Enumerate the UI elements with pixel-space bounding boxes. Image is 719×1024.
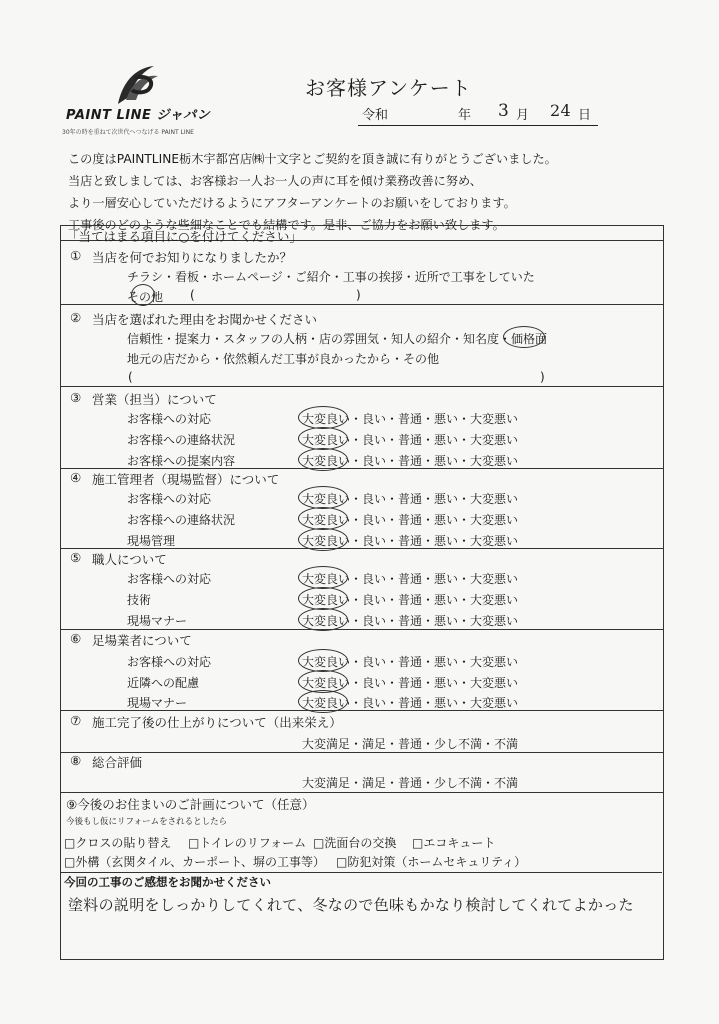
- q2-title: 当店を選ばれた理由をお聞かせください: [92, 312, 318, 327]
- checkbox-security[interactable]: □防犯対策（ホームセキュリティ）: [336, 855, 527, 869]
- q5-rating-2: 大変良い・良い・普通・悪い・大変悪い: [302, 593, 519, 607]
- checkbox-ecocute[interactable]: □エコキュート: [412, 836, 496, 850]
- divider: [60, 548, 664, 549]
- q2-number: ②: [70, 310, 82, 325]
- q9-subtitle: 今後もし仮にリフォームをされるとしたら: [66, 817, 228, 827]
- checkbox-exterior[interactable]: □外構（玄関タイル、カーポート、塀の工事等）: [64, 855, 326, 869]
- q4-item-2: お客様への連絡状況: [127, 513, 236, 527]
- q6-item-1: お客様への対応: [127, 655, 212, 669]
- logo-tagline: 30年の時を重ねて次世代へつなげる PAINT LINE: [62, 129, 194, 136]
- q7-scale: 大変満足・満足・普通・少し不満・不満: [302, 737, 519, 751]
- q4-answer-circle-1: [298, 486, 348, 509]
- q3-item-3: お客様への提案内容: [127, 454, 236, 468]
- intro-line-1: この度はPAINTLINE栃木宇都宮店㈱十文字とご契約を頂き誠に有りがとうございました。: [68, 152, 557, 166]
- month-unit: 月: [516, 108, 530, 123]
- divider: [60, 304, 664, 305]
- divider: [60, 629, 664, 630]
- q4-rating-3: 大変良い・良い・普通・悪い・大変悪い: [302, 534, 519, 548]
- divider: [60, 386, 664, 387]
- q5-answer-circle-1: [298, 566, 348, 589]
- q2-paren-close: ): [540, 370, 545, 384]
- q6-rating-1: 大変良い・良い・普通・悪い・大変悪い: [302, 655, 519, 669]
- q5-item-1: お客様への対応: [127, 572, 212, 586]
- q2-options-2: 地元の店だから・依然頼んだ工事が良かったから・その他: [127, 352, 440, 366]
- divider: [60, 752, 664, 753]
- q5-title: 職人について: [92, 552, 167, 567]
- logo-name: PAINT LINE ジャパン: [66, 108, 211, 123]
- q4-item-1: お客様への対応: [127, 492, 212, 506]
- q3-title: 営業（担当）について: [92, 392, 217, 407]
- checkbox-washbasin[interactable]: □洗面台の交換: [313, 836, 397, 850]
- month-value: 3: [498, 101, 510, 121]
- divider: [60, 468, 664, 469]
- comments-handwritten: 塗料の説明をしっかりしてくれて、冬なので色味もかなり検討してくれてよかった: [68, 896, 634, 914]
- q1-number: ①: [70, 248, 82, 263]
- divider: [60, 792, 664, 793]
- divider: [60, 710, 664, 711]
- paintline-logo-icon: [104, 60, 160, 110]
- intro-line-3: より一層安心していただけるようにアフターアンケートのお願いをしております。: [68, 196, 516, 210]
- q1-other: その他: [127, 290, 164, 304]
- q5-rating-3: 大変良い・良い・普通・悪い・大変悪い: [302, 614, 519, 628]
- q3-number: ③: [70, 390, 82, 405]
- instruction: 「当てはまる項目に○を付けてください」: [66, 229, 302, 244]
- q1-other-circle: [131, 284, 155, 306]
- comments-heading: 今回の工事のご感想をお聞かせください: [64, 875, 271, 889]
- q9-title: ⑨今後のお住まいのご計画について（任意）: [66, 797, 315, 812]
- intro-line-2: 当店と致しましては、お客様お一人お一人の声に耳を傾け業務改善に努め、: [68, 174, 482, 188]
- q4-item-3: 現場管理: [127, 534, 176, 548]
- q4-rating-2: 大変良い・良い・普通・悪い・大変悪い: [302, 513, 519, 527]
- checkbox-toilet[interactable]: □トイレのリフォーム: [188, 836, 307, 850]
- q1-title: 当店を何でお知りになりましたか？: [92, 250, 293, 265]
- q5-item-3: 現場マナー: [127, 614, 188, 628]
- q6-item-3: 現場マナー: [127, 696, 188, 710]
- q3-rating-1: 大変良い・良い・普通・悪い・大変悪い: [302, 412, 519, 426]
- page-title: お客様アンケート: [305, 76, 472, 100]
- q4-rating-1: 大変良い・良い・普通・悪い・大変悪い: [302, 492, 519, 506]
- q7-title: 施工完了後の仕上がりについて（出来栄え）: [92, 715, 342, 730]
- q2-paren-open: (: [128, 370, 133, 384]
- era-label: 令和: [362, 108, 389, 123]
- q5-item-2: 技術: [127, 593, 152, 607]
- q8-scale: 大変満足・満足・普通・少し不満・不満: [302, 776, 519, 790]
- q3-item-2: お客様への連絡状況: [127, 433, 236, 447]
- day-unit: 日: [578, 108, 592, 123]
- intro-line-4: 工事後のどのような些細なことでも結構です。是非、ご協力をお願い致します。: [68, 218, 505, 232]
- q6-item-2: 近隣への配慮: [127, 676, 200, 690]
- q6-answer-circle-1: [298, 649, 348, 672]
- q7-number: ⑦: [70, 713, 82, 728]
- q6-rating-3: 大変良い・良い・普通・悪い・大変悪い: [302, 696, 519, 710]
- q1-paren-close: ): [356, 288, 361, 302]
- q6-number: ⑥: [70, 631, 82, 646]
- q3-answer-circle-2: [298, 427, 348, 450]
- q8-title: 総合評価: [92, 755, 143, 770]
- q6-title: 足場業者について: [92, 633, 192, 648]
- q3-rating-3: 大変良い・良い・普通・悪い・大変悪い: [302, 454, 519, 468]
- q5-answer-circle-2: [298, 587, 348, 610]
- year-unit: 年: [458, 108, 472, 123]
- q5-rating-1: 大変良い・良い・普通・悪い・大変悪い: [302, 572, 519, 586]
- q4-answer-circle-2: [298, 507, 348, 530]
- q2-price-circle: [503, 326, 545, 348]
- q4-number: ④: [70, 470, 82, 485]
- date-field: [358, 101, 598, 126]
- q2-options-1: 信頼性・提案力・スタッフの人柄・店の雰囲気・知人の紹介・知名度・価格面: [127, 332, 548, 346]
- q6-rating-2: 大変良い・良い・普通・悪い・大変悪い: [302, 676, 519, 690]
- q5-answer-circle-3: [298, 608, 348, 631]
- q8-number: ⑧: [70, 753, 82, 768]
- q5-number: ⑤: [70, 550, 82, 565]
- q3-rating-2: 大変良い・良い・普通・悪い・大変悪い: [302, 433, 519, 447]
- q1-options: チラシ・看板・ホームページ・ご紹介・工事の挨拶・近所で工事をしていた: [127, 270, 535, 284]
- checkbox-cloth[interactable]: □クロスの貼り替え: [64, 836, 172, 850]
- q3-answer-circle-1: [298, 406, 348, 429]
- day-value: 24: [550, 101, 571, 120]
- q3-item-1: お客様への対応: [127, 412, 212, 426]
- q1-paren-open: (: [190, 288, 195, 302]
- q4-title: 施工管理者（現場監督）について: [92, 472, 280, 487]
